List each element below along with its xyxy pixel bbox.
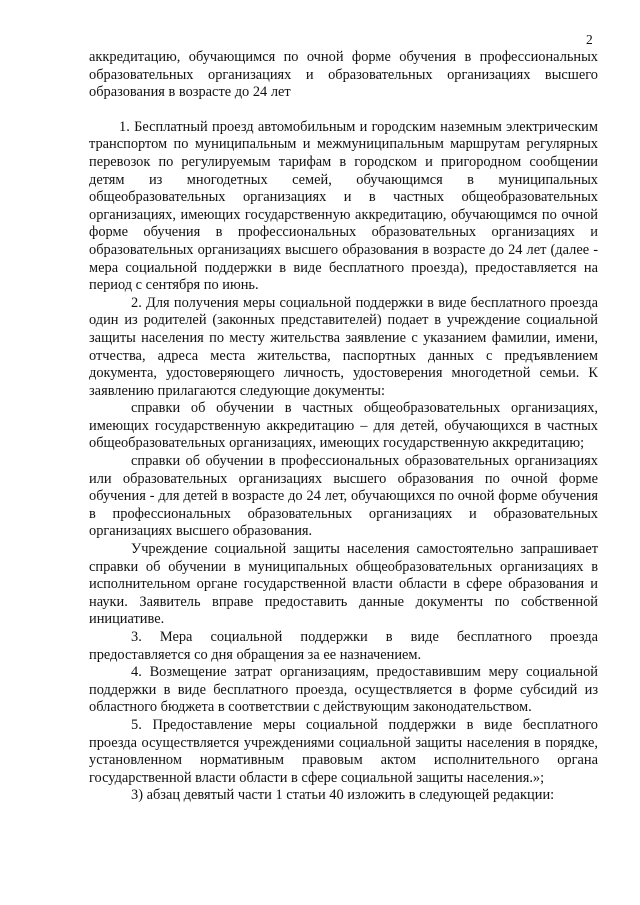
document-body	[89, 49, 598, 805]
paragraph-item-5: 5. Предоставление меры социальной поддержки в виде бесплатного проезда осуществляется учреждениями социальной защиты населения в порядке, установленном нормативным правовым актом исполнительного органа государственной власти области в сфере социальной защиты населения.»;	[89, 716, 598, 786]
paragraph-social-institution-request: Учреждение социальной защиты населения самостоятельно запрашивает справки об обучении в муниципальных общеобразовательных организациях в исполнительном органе государственной власти области в сфере образования и науки. Заявитель вправе предоставить данные документы по собственной инициативе.	[89, 541, 598, 628]
paragraph-amendment-3: 3) абзац девятый части 1 статьи 40 изложить в следующей редакции:	[131, 787, 555, 804]
paragraph-document-higher-education: справки об обучении в профессиональных образовательных организациях или образовательных организациях высшего образования по очной форме обучения - для детей в возрасте до 24 лет, обучающихся по очной форме обучения в профессиональных образовательных организациях и образовательных организациях высшего образования.	[89, 453, 598, 540]
paragraph-continuation: аккредитацию, обучающимся по очной форме обучения в профессиональных образовательных организациях и образовательных организациях высшего образования в возрасте до 24 лет	[89, 49, 598, 101]
page-number: 2	[586, 32, 593, 47]
paragraph-item-2: 2. Для получения меры социальной поддержки в виде бесплатного проезда один из родителей (законных представителей) подает в учреждение социальной защиты населения по месту жительства заявление с указанием фамилии, имени, отчества, адреса места жительства, паспортных данных с предъявлением документа, удостоверяющего личность, удостоверения многодетной семьи. К заявлению прилагаются следующие документы:	[89, 294, 598, 399]
paragraph-item-1: 1. Бесплатный проезд автомобильным и городским наземным электрическим транспортом по муниципальным и межмуниципальным маршрутам регулярных перевозок по регулируемым тарифам в городском и пригородном сообщении детям из многодетных семей, обучающимся в муниципальных общеобразовательных организациях и в частных общеобразовательных организациях, имеющих государственную аккредитацию, обучающимся по очной форме обучения в профессиональных образовательных организациях и образовательных организациях высшего образования в возрасте до 24 лет (далее - мера социальной поддержки в виде бесплатного проезда), предоставляется на период с сентября по июнь.	[89, 118, 598, 294]
paragraph-document-private-schools: справки об обучении в частных общеобразовательных организациях, имеющих государственную аккредитацию – для детей, обучающихся в частных общеобразовательных организациях, имеющих государственную аккредитацию;	[89, 400, 598, 452]
paragraph-item-3: 3. Мера социальной поддержки в виде бесплатного проезда предоставляется со дня обращения за ее назначением.	[89, 629, 598, 663]
paragraph-item-4: 4. Возмещение затрат организациям, предоставившим меру социальной поддержки в виде бесплатного проезда, осуществляется в форме субсидий из областного бюджета в соответствии с действующим законодательством.	[89, 664, 598, 716]
